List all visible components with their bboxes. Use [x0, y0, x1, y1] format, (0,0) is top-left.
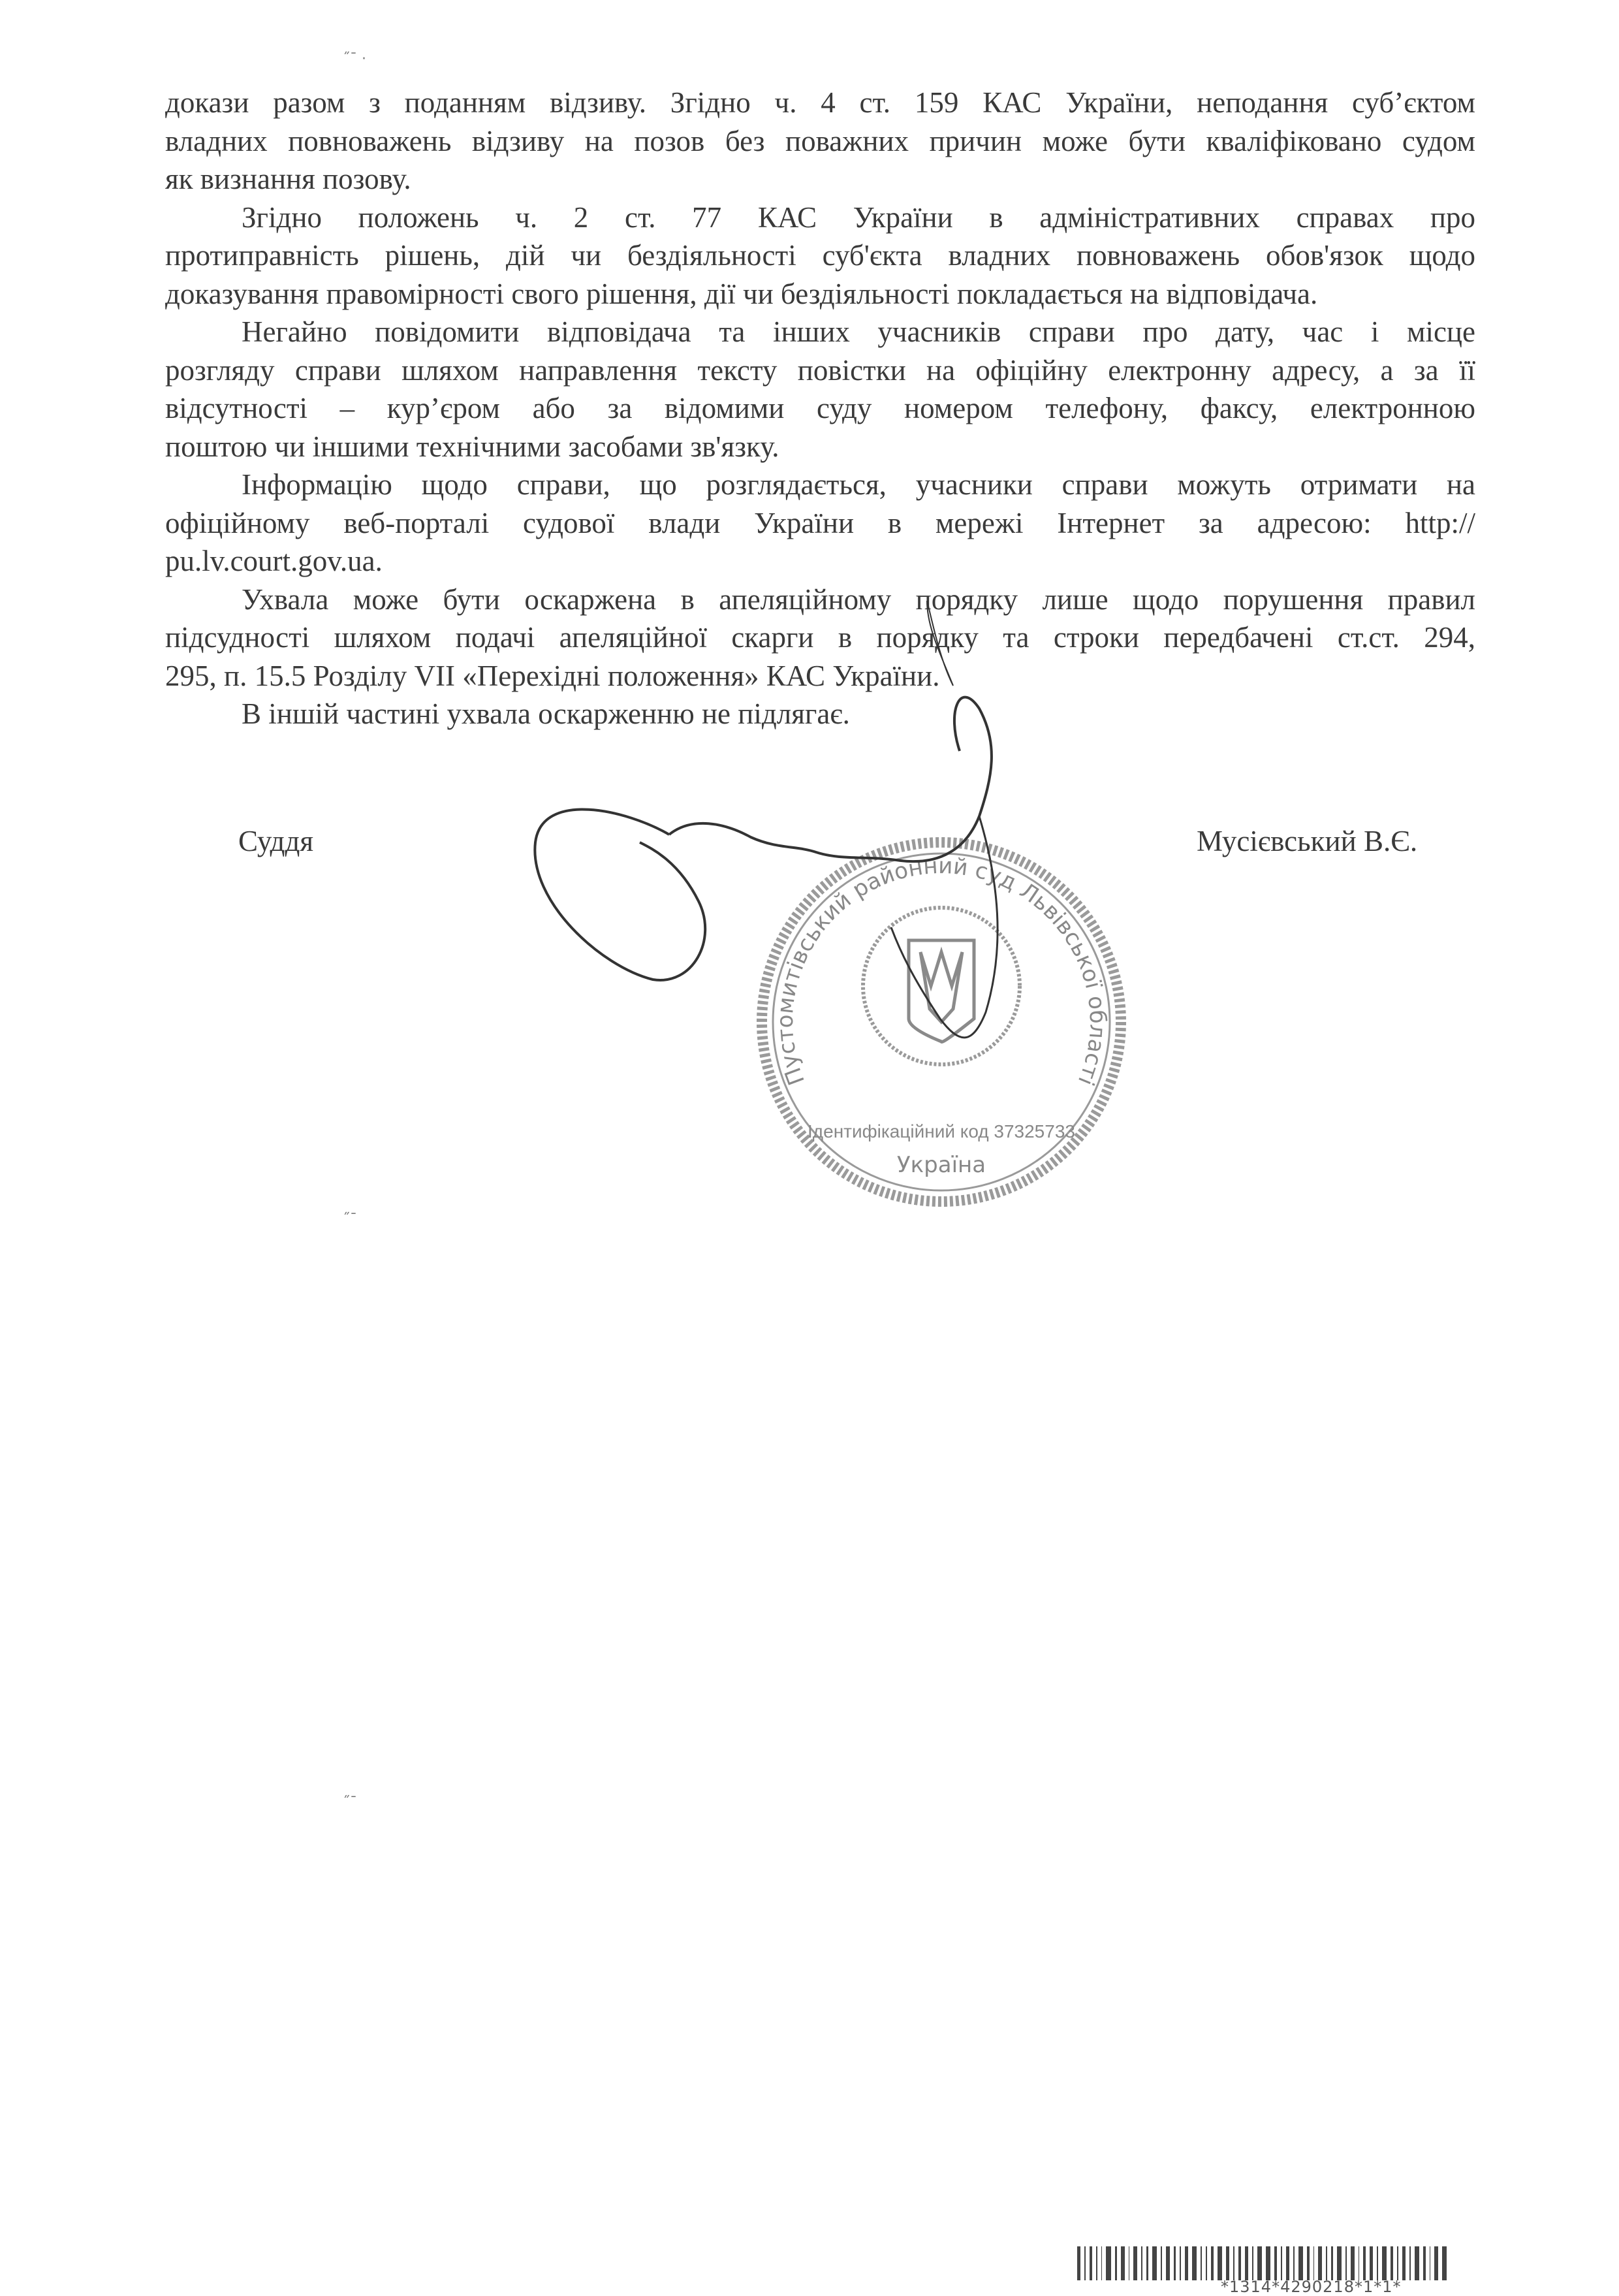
barcode-bar	[1391, 2246, 1393, 2280]
barcode-number: *1314*4290218*1*1*	[1221, 2278, 1402, 2296]
barcode-bar	[1218, 2246, 1222, 2280]
barcode-bar	[1077, 2246, 1080, 2280]
text-line: 295, п. 15.5 Розділу VII «Перехідні положення» КАС України.	[165, 659, 940, 692]
barcode-bar	[1423, 2246, 1426, 2280]
text-line: як визнання позову.	[165, 163, 411, 195]
text-line: підсудності шляхом подачі апеляційної скарги в порядку та строки передбачені ст.ст. 294,	[165, 621, 1475, 654]
barcode-bar	[1152, 2246, 1157, 2280]
text-line: офіційному веб-порталі судової влади України в мережі Інтернет за адресою: http://	[165, 506, 1475, 539]
barcode-bar	[1415, 2246, 1419, 2280]
barcode-bar	[1326, 2246, 1327, 2280]
barcode-bar	[1201, 2246, 1202, 2280]
text-line: відсутності – кур’єром або за відомими суду номером телефону, факсу, електронною	[165, 392, 1475, 424]
barcode-bar	[1382, 2246, 1387, 2280]
barcode-bar	[1281, 2246, 1282, 2280]
seal-bottom-text: Україна	[896, 1152, 986, 1178]
barcode-bar	[1377, 2246, 1378, 2280]
barcode-bar	[1185, 2246, 1188, 2280]
seal-rings	[762, 842, 1121, 1202]
barcode-bar	[1238, 2246, 1241, 2280]
signature-name: Мусієвський В.Є.	[1197, 825, 1418, 857]
barcode-bar	[1211, 2246, 1214, 2280]
text-line: В іншій частині ухвала оскарженню не підлягає.	[242, 697, 850, 730]
barcode-bar	[1359, 2246, 1360, 2280]
barcode-bar	[1161, 2246, 1162, 2280]
barcode-bar	[1409, 2246, 1411, 2280]
barcode-bar	[1351, 2246, 1354, 2280]
text-line: Інформацію щодо справи, що розглядається, учасники справи можуть отримати на	[242, 468, 1475, 501]
barcode-bar	[1293, 2246, 1295, 2280]
barcode-bar	[1402, 2246, 1406, 2280]
barcode	[1077, 2246, 1567, 2280]
barcode-bar	[1430, 2246, 1431, 2280]
barcode-bar	[1121, 2246, 1124, 2280]
barcode-bar	[1166, 2246, 1169, 2280]
paragraph	[165, 695, 1475, 733]
barcode-bar	[1233, 2246, 1234, 2280]
barcode-bar	[1115, 2246, 1118, 2280]
barcode-bar	[1363, 2246, 1366, 2280]
barcode-bar	[1129, 2246, 1130, 2280]
text-line: доказування правомірності свого рішення, дії чи бездіяльності покладається на відповідача.	[165, 277, 1318, 310]
paragraph	[165, 84, 1475, 199]
barcode-bar	[1331, 2246, 1334, 2280]
text-line: владних повноважень відзиву на позов без поважних причин може бути кваліфіковано судом	[165, 124, 1475, 157]
barcode-bar	[1337, 2246, 1342, 2280]
barcode-bar	[1146, 2246, 1149, 2280]
barcode-bar	[1397, 2246, 1398, 2280]
barcode-bar	[1174, 2246, 1176, 2280]
barcode-bar	[1101, 2246, 1103, 2280]
text-line: Ухвала може бути оскаржена в апеляційному порядку лише щодо порушення правил	[242, 582, 1475, 616]
text-line: поштою чи іншими технічними засобами зв'язку.	[165, 430, 779, 463]
barcode-bar	[1141, 2246, 1142, 2280]
barcode-bar	[1318, 2246, 1321, 2280]
paragraph	[165, 313, 1475, 466]
paragraph	[165, 466, 1475, 581]
barcode-bar	[1106, 2246, 1110, 2280]
paragraph	[165, 581, 1475, 695]
text-line: розгляду справи шляхом направлення тексту повістки на офіційну електронну адресу, а за її	[165, 353, 1475, 387]
barcode-bar	[1266, 2246, 1270, 2280]
barcode-bar	[1434, 2246, 1438, 2280]
barcode-bar	[1096, 2246, 1097, 2280]
signature-role: Суддя	[238, 825, 314, 857]
barcode-bar	[1133, 2246, 1137, 2280]
document-body	[165, 84, 1475, 733]
barcode-bar	[1286, 2246, 1289, 2280]
barcode-bar	[1192, 2246, 1197, 2280]
scan-mark: ˝ˉ	[343, 1794, 357, 1811]
barcode-bar	[1226, 2246, 1229, 2280]
paragraph	[165, 199, 1475, 313]
barcode-bar	[1090, 2246, 1092, 2280]
barcode-bar	[1274, 2246, 1277, 2280]
text-line: Згідно положень ч. 2 ст. 77 КАС України в адміністративних справах про	[242, 200, 1475, 234]
text-line: Негайно повідомити відповідача та інших учасників справи про дату, час і місце	[242, 315, 1475, 348]
text-line: pu.lv.court.gov.ua.	[165, 545, 383, 577]
barcode-bar	[1245, 2246, 1248, 2280]
barcode-bar	[1298, 2246, 1303, 2280]
barcode-bar	[1257, 2246, 1262, 2280]
barcode-bar	[1345, 2246, 1347, 2280]
barcode-bar	[1206, 2246, 1207, 2280]
barcode-bar	[1313, 2246, 1315, 2280]
trident-icon	[909, 940, 974, 1042]
barcode-bar	[1307, 2246, 1310, 2280]
barcode-bar	[1252, 2246, 1253, 2280]
scan-mark: ˝ˉ ·	[343, 51, 366, 67]
text-line: протиправність рішень, дій чи бездіяльності суб'єкта владних повноважень обов'язок щодо	[165, 239, 1475, 272]
barcode-bar	[1084, 2246, 1086, 2280]
barcode-bar	[1442, 2246, 1447, 2280]
seal-outer-text: Пустомитівський районний суд Львівської області	[772, 853, 1111, 1089]
barcode-bar	[1370, 2246, 1373, 2280]
text-line: докази разом з поданням відзиву. Згідно ч. 4 ст. 159 КАС України, неподання суб’єктом	[165, 86, 1475, 119]
barcode-bar	[1180, 2246, 1181, 2280]
seal-inner-text: Ідентифікаційний код 37325733	[808, 1121, 1075, 1141]
scan-mark: ˝ˉ	[343, 1211, 357, 1228]
